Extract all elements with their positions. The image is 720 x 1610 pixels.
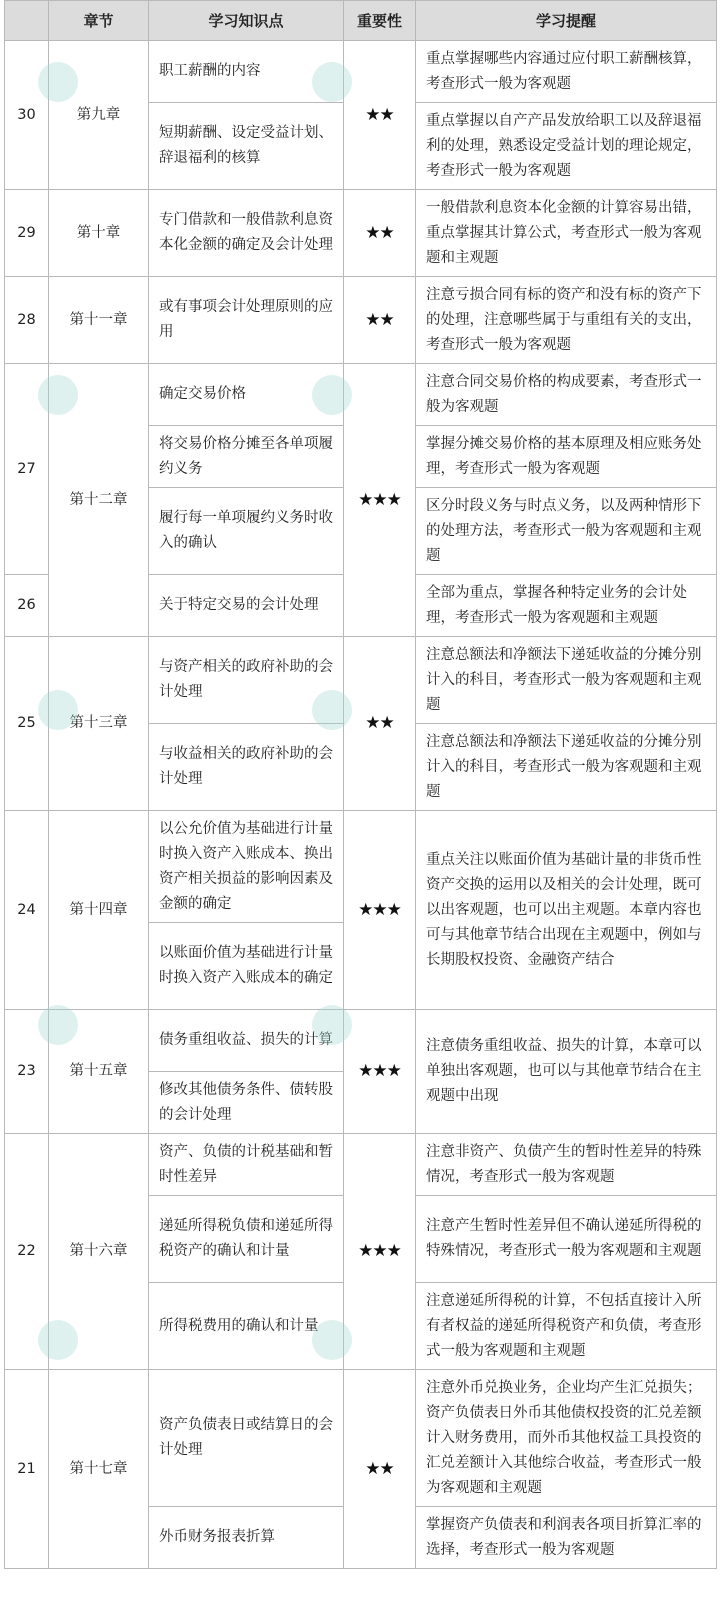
tip-cell: 重点关注以账面价值为基础计量的非货币性资产交换的运用以及相关的会计处理，既可以出客观题，也可以出主观题。本章内容也可与其他章节结合出现在主观题中，例如与长期股权投资、金融资产结合 bbox=[416, 811, 717, 1010]
tip-cell: 注意合同交易价格的构成要素，考查形式一般为客观题 bbox=[416, 364, 717, 426]
table-row bbox=[5, 41, 717, 103]
chapter-cell: 第十一章 bbox=[49, 277, 149, 364]
chapter-cell: 第十四章 bbox=[49, 811, 149, 1010]
tip-cell: 全部为重点，掌握各种特定业务的会计处理，考查形式一般为客观题和主观题 bbox=[416, 575, 717, 637]
tip-cell: 重点掌握哪些内容通过应付职工薪酬核算，考查形式一般为客观题 bbox=[416, 41, 717, 103]
importance-stars: ★★ bbox=[344, 190, 416, 277]
rank-cell: 27 bbox=[5, 364, 49, 575]
rank-cell: 29 bbox=[5, 190, 49, 277]
tip-cell: 一般借款利息资本化金额的计算容易出错，重点掌握其计算公式，考查形式一般为客观题和主观题 bbox=[416, 190, 717, 277]
tip-cell: 注意非资产、负债产生的暂时性差异的特殊情况，考查形式一般为客观题 bbox=[416, 1134, 717, 1196]
tip-cell: 注意外币兑换业务，企业均产生汇兑损失；资产负债表日外币其他债权投资的汇兑差额计入财务费用，而外币其他权益工具投资的汇兑差额计入其他综合收益，考查形式一般为客观题和主观题 bbox=[416, 1370, 717, 1507]
point-cell: 以账面价值为基础进行计量时换入资产入账成本的确定 bbox=[149, 923, 344, 1010]
point-cell: 履行每一单项履约义务时收入的确认 bbox=[149, 488, 344, 575]
point-cell: 与资产相关的政府补助的会计处理 bbox=[149, 637, 344, 724]
point-cell: 外币财务报表折算 bbox=[149, 1507, 344, 1569]
point-cell: 确定交易价格 bbox=[149, 364, 344, 426]
point-cell: 资产负债表日或结算日的会计处理 bbox=[149, 1370, 344, 1507]
point-cell: 或有事项会计处理原则的应用 bbox=[149, 277, 344, 364]
header-point: 学习知识点 bbox=[149, 1, 344, 41]
table-row bbox=[5, 637, 717, 724]
header-row bbox=[5, 1, 717, 41]
importance-stars: ★★★ bbox=[344, 811, 416, 1010]
point-cell: 修改其他债务条件、债转股的会计处理 bbox=[149, 1072, 344, 1134]
point-cell: 短期薪酬、设定受益计划、辞退福利的核算 bbox=[149, 103, 344, 190]
point-cell: 将交易价格分摊至各单项履约义务 bbox=[149, 426, 344, 488]
point-cell: 关于特定交易的会计处理 bbox=[149, 575, 344, 637]
point-cell: 职工薪酬的内容 bbox=[149, 41, 344, 103]
point-cell: 以公允价值为基础进行计量时换入资产入账成本、换出资产相关损益的影响因素及金额的确定 bbox=[149, 811, 344, 923]
rank-cell: 21 bbox=[5, 1370, 49, 1569]
rank-cell: 28 bbox=[5, 277, 49, 364]
importance-stars: ★★ bbox=[344, 41, 416, 190]
chapter-cell: 第十五章 bbox=[49, 1010, 149, 1134]
tip-cell: 注意总额法和净额法下递延收益的分摊分别计入的科目，考查形式一般为客观题和主观题 bbox=[416, 724, 717, 811]
importance-stars: ★★★ bbox=[344, 1134, 416, 1370]
tip-cell: 注意产生暂时性差异但不确认递延所得税的特殊情况，考查形式一般为客观题和主观题 bbox=[416, 1196, 717, 1283]
point-cell: 与收益相关的政府补助的会计处理 bbox=[149, 724, 344, 811]
point-cell: 债务重组收益、损失的计算 bbox=[149, 1010, 344, 1072]
header-importance: 重要性 bbox=[344, 1, 416, 41]
rank-cell: 22 bbox=[5, 1134, 49, 1370]
rank-cell: 25 bbox=[5, 637, 49, 811]
importance-stars: ★★ bbox=[344, 277, 416, 364]
chapter-cell: 第十章 bbox=[49, 190, 149, 277]
table-row bbox=[5, 1370, 717, 1507]
chapter-cell: 第十二章 bbox=[49, 364, 149, 637]
chapter-cell: 第十三章 bbox=[49, 637, 149, 811]
header-chapter: 章节 bbox=[49, 1, 149, 41]
chapter-cell: 第九章 bbox=[49, 41, 149, 190]
table-row bbox=[5, 1134, 717, 1196]
table-row bbox=[5, 1010, 717, 1072]
tip-cell: 注意递延所得税的计算，不包括直接计入所有者权益的递延所得税资产和负债，考查形式一般为客观题和主观题 bbox=[416, 1283, 717, 1370]
importance-stars: ★★★ bbox=[344, 364, 416, 637]
chapter-cell: 第十六章 bbox=[49, 1134, 149, 1370]
rank-cell: 26 bbox=[5, 575, 49, 637]
tip-cell: 掌握分摊交易价格的基本原理及相应账务处理，考查形式一般为客观题 bbox=[416, 426, 717, 488]
rank-cell: 24 bbox=[5, 811, 49, 1010]
point-cell: 递延所得税负债和递延所得税资产的确认和计量 bbox=[149, 1196, 344, 1283]
point-cell: 所得税费用的确认和计量 bbox=[149, 1283, 344, 1370]
rank-cell: 30 bbox=[5, 41, 49, 190]
table-row bbox=[5, 190, 717, 277]
point-cell: 专门借款和一般借款利息资本化金额的确定及会计处理 bbox=[149, 190, 344, 277]
importance-stars: ★★ bbox=[344, 1370, 416, 1569]
tip-cell: 掌握资产负债表和利润表各项目折算汇率的选择，考查形式一般为客观题 bbox=[416, 1507, 717, 1569]
table-row bbox=[5, 364, 717, 426]
header-tip: 学习提醒 bbox=[416, 1, 717, 41]
study-table bbox=[4, 0, 717, 1569]
tip-cell: 注意债务重组收益、损失的计算，本章可以单独出客观题，也可以与其他章节结合在主观题中出现 bbox=[416, 1010, 717, 1134]
table-row bbox=[5, 811, 717, 923]
tip-cell: 注意亏损合同有标的资产和没有标的资产下的处理，注意哪些属于与重组有关的支出，考查形式一般为客观题 bbox=[416, 277, 717, 364]
table-row bbox=[5, 277, 717, 364]
rank-cell: 23 bbox=[5, 1010, 49, 1134]
point-cell: 资产、负债的计税基础和暂时性差异 bbox=[149, 1134, 344, 1196]
tip-cell: 区分时段义务与时点义务，以及两种情形下的处理方法，考查形式一般为客观题和主观题 bbox=[416, 488, 717, 575]
chapter-cell: 第十七章 bbox=[49, 1370, 149, 1569]
tip-cell: 重点掌握以自产产品发放给职工以及辞退福利的处理，熟悉设定受益计划的理论规定，考查形式一般为客观题 bbox=[416, 103, 717, 190]
header-rank bbox=[5, 1, 49, 41]
tip-cell: 注意总额法和净额法下递延收益的分摊分别计入的科目，考查形式一般为客观题和主观题 bbox=[416, 637, 717, 724]
importance-stars: ★★★ bbox=[344, 1010, 416, 1134]
importance-stars: ★★ bbox=[344, 637, 416, 811]
